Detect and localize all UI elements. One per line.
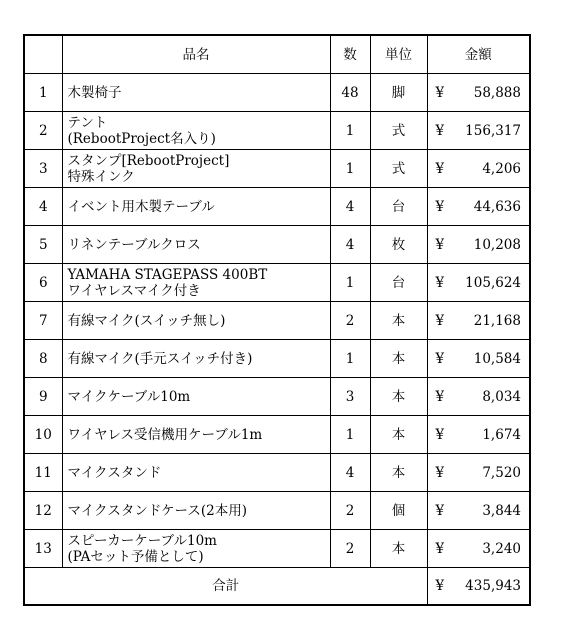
item-qty: 1 — [330, 340, 370, 378]
item-name-line: 特殊インク — [67, 168, 135, 185]
item-name — [62, 492, 330, 530]
currency-symbol: ¥ — [435, 312, 445, 329]
item-unit: 台 — [370, 264, 427, 302]
item-name-line: リネンテーブルクロス — [67, 236, 201, 253]
table-row — [24, 492, 530, 530]
currency-symbol: ¥ — [435, 236, 445, 253]
item-amount-cell — [427, 378, 530, 416]
row-number: 7 — [24, 302, 62, 340]
currency-symbol: ¥ — [435, 426, 445, 443]
row-number: 8 — [24, 340, 62, 378]
item-name — [62, 150, 330, 188]
table-row — [24, 264, 530, 302]
item-amount-cell — [427, 188, 530, 226]
item-amount: 3,844 — [482, 502, 521, 519]
total-row — [24, 568, 530, 605]
item-qty: 3 — [330, 378, 370, 416]
table-body — [24, 74, 530, 568]
total-label: 合計 — [24, 568, 427, 605]
item-qty: 4 — [330, 454, 370, 492]
item-qty: 1 — [330, 264, 370, 302]
currency-symbol: ¥ — [435, 274, 445, 291]
item-amount-cell — [427, 150, 530, 188]
table-row — [24, 226, 530, 264]
table-row — [24, 74, 530, 112]
table-row — [24, 378, 530, 416]
item-qty: 4 — [330, 226, 370, 264]
item-name-line: (RebootProject名入り) — [67, 130, 216, 147]
row-number: 12 — [24, 492, 62, 530]
item-amount-cell — [427, 264, 530, 302]
row-number: 2 — [24, 112, 62, 150]
item-qty: 4 — [330, 188, 370, 226]
item-name — [62, 454, 330, 492]
item-unit: 台 — [370, 188, 427, 226]
row-number: 10 — [24, 416, 62, 454]
item-unit: 本 — [370, 340, 427, 378]
row-number: 13 — [24, 530, 62, 568]
item-name-line: (PAセット予備として) — [67, 548, 204, 565]
header-qty: 数 — [330, 35, 370, 74]
header-amount: 金額 — [427, 35, 530, 74]
header-unit: 単位 — [370, 35, 427, 74]
item-name-line: マイクスタンドケース(2本用) — [67, 502, 248, 519]
item-unit: 脚 — [370, 74, 427, 112]
header-row — [24, 35, 530, 74]
table-row — [24, 302, 530, 340]
row-number: 5 — [24, 226, 62, 264]
item-amount: 10,208 — [473, 236, 521, 253]
item-amount: 7,520 — [482, 464, 521, 481]
item-name — [62, 264, 330, 302]
item-qty: 2 — [330, 302, 370, 340]
item-name-line: マイクスタンド — [67, 464, 162, 481]
row-number: 9 — [24, 378, 62, 416]
table-row — [24, 150, 530, 188]
item-name-line: 木製椅子 — [67, 84, 122, 101]
item-name-line: イベント用木製テーブル — [67, 198, 215, 215]
item-unit: 本 — [370, 378, 427, 416]
item-qty: 2 — [330, 530, 370, 568]
item-amount-cell — [427, 454, 530, 492]
total-amount-cell — [427, 568, 530, 605]
item-name-line: YAMAHA STAGEPASS 400BT — [67, 266, 268, 283]
item-name-line: スタンプ[RebootProject] — [67, 152, 230, 169]
item-qty: 1 — [330, 112, 370, 150]
table-row — [24, 454, 530, 492]
item-name — [62, 188, 330, 226]
item-amount: 156,317 — [465, 122, 521, 139]
currency-symbol: ¥ — [435, 350, 445, 367]
item-qty: 48 — [330, 74, 370, 112]
item-amount: 4,206 — [482, 160, 521, 177]
item-amount: 58,888 — [473, 84, 521, 101]
row-number: 11 — [24, 454, 62, 492]
item-unit: 枚 — [370, 226, 427, 264]
header-name: 品名 — [62, 35, 330, 74]
item-name — [62, 226, 330, 264]
item-amount-cell — [427, 74, 530, 112]
item-amount: 10,584 — [473, 350, 521, 367]
total-amount: 435,943 — [465, 577, 521, 594]
item-amount-cell — [427, 226, 530, 264]
table-row — [24, 416, 530, 454]
table-row — [24, 530, 530, 568]
row-number: 6 — [24, 264, 62, 302]
item-qty: 1 — [330, 416, 370, 454]
item-unit: 本 — [370, 454, 427, 492]
item-amount: 3,240 — [482, 540, 521, 557]
item-name-line: スピーカーケーブル10m — [67, 532, 217, 549]
currency-symbol: ¥ — [435, 502, 445, 519]
item-name — [62, 112, 330, 150]
item-amount-cell — [427, 416, 530, 454]
item-name — [62, 302, 330, 340]
item-amount: 105,624 — [465, 274, 521, 291]
currency-symbol: ¥ — [435, 388, 445, 405]
item-name-line: テント — [67, 114, 108, 131]
currency-symbol: ¥ — [435, 122, 445, 139]
item-amount-cell — [427, 530, 530, 568]
item-name — [62, 378, 330, 416]
table-row — [24, 340, 530, 378]
row-number: 1 — [24, 74, 62, 112]
item-amount-cell — [427, 302, 530, 340]
item-amount: 44,636 — [473, 198, 521, 215]
item-qty: 2 — [330, 492, 370, 530]
item-unit: 本 — [370, 416, 427, 454]
item-qty: 1 — [330, 150, 370, 188]
currency-symbol: ¥ — [435, 464, 445, 481]
item-name-line: 有線マイク(手元スイッチ付き) — [67, 350, 253, 367]
item-amount-cell — [427, 112, 530, 150]
item-name-line: マイクケーブル10m — [67, 388, 191, 405]
item-name — [62, 74, 330, 112]
currency-symbol: ¥ — [435, 540, 445, 557]
currency-symbol: ¥ — [435, 198, 445, 215]
item-amount: 21,168 — [473, 312, 521, 329]
item-name — [62, 340, 330, 378]
item-unit: 式 — [370, 150, 427, 188]
item-amount-cell — [427, 340, 530, 378]
currency-symbol: ¥ — [435, 160, 445, 177]
header-no — [24, 35, 62, 74]
item-unit: 個 — [370, 492, 427, 530]
item-amount-cell — [427, 492, 530, 530]
row-number: 4 — [24, 188, 62, 226]
currency-symbol: ¥ — [435, 84, 445, 101]
item-unit: 式 — [370, 112, 427, 150]
item-unit: 本 — [370, 302, 427, 340]
item-name-line: 有線マイク(スイッチ無し) — [67, 312, 226, 329]
item-amount: 8,034 — [482, 388, 521, 405]
row-number: 3 — [24, 150, 62, 188]
item-unit: 本 — [370, 530, 427, 568]
table-row — [24, 188, 530, 226]
item-amount: 1,674 — [482, 426, 521, 443]
invoice-table — [23, 34, 531, 606]
currency-symbol: ¥ — [435, 577, 445, 594]
item-name-line: ワイヤレスマイク付き — [67, 282, 201, 299]
item-name-line: ワイヤレス受信機用ケーブル1m — [67, 426, 263, 443]
item-name — [62, 416, 330, 454]
item-name — [62, 530, 330, 568]
table-row — [24, 112, 530, 150]
